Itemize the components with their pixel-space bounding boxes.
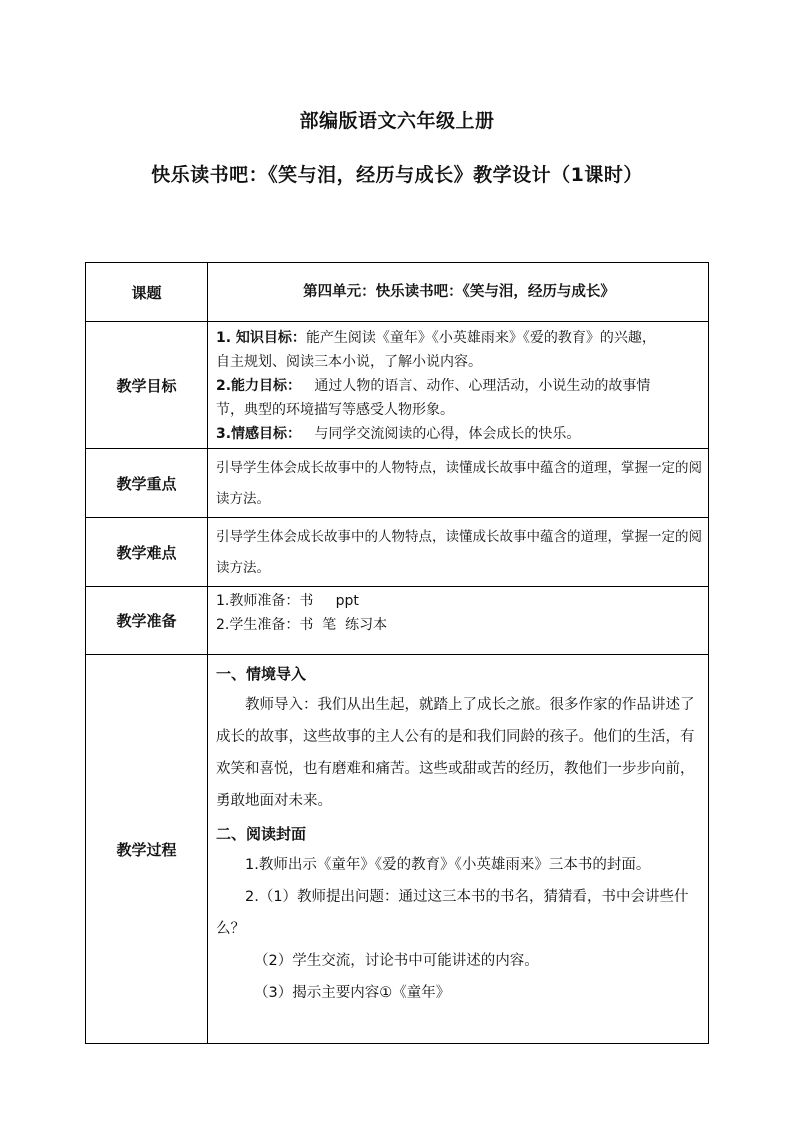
key-points-content	[208, 449, 709, 518]
table-row-process	[86, 655, 709, 1044]
goal-emotion-head: 3.情感目标：	[216, 426, 302, 442]
difficulties-text: 引导学生体会成长故事中的人物特点，读懂成长故事中蕴含的道理，掌握一定的阅读方法。	[216, 529, 702, 576]
key-points-text: 引导学生体会成长故事中的人物特点，读懂成长故事中蕴含的道理，掌握一定的阅读方法。	[216, 460, 702, 507]
teacher-preparation: 1.教师准备：书 ppt	[216, 593, 359, 609]
table-row-difficulties	[86, 518, 709, 587]
table-row-preparation	[86, 587, 709, 655]
section-heading-intro: 一、情境导入	[216, 665, 307, 683]
student-preparation: 2.学生准备：书 笔 练习本	[216, 617, 388, 633]
topic-label: 课题	[86, 263, 208, 322]
process-content	[208, 655, 709, 1044]
goal-ability-cont: 节，典型的环境描写等感受人物形象。	[216, 402, 454, 418]
step-student-discussion: （2）学生交流，讨论书中可能讲述的内容。	[254, 953, 539, 969]
goal-emotion-text: 与同学交流阅读的心得，体会成长的快乐。	[301, 426, 581, 442]
document-subtitle: 快乐读书吧：《笑与泪，经历与成长》教学设计（1课时）	[151, 164, 643, 186]
topic-value: 第四单元：快乐读书吧：《笑与泪，经历与成长》	[208, 263, 709, 322]
key-points-label: 教学重点	[86, 449, 208, 518]
goal-ability	[216, 374, 702, 398]
table-row-topic	[86, 263, 709, 322]
goal-knowledge	[216, 326, 702, 350]
step-ask-question: 2.（1）教师提出问题：通过这三本书的书名，猜猜看，书中会讲些什么？	[216, 889, 689, 937]
goal-ability-text: 通过人物的语言、动作、心理活动，小说生动的故事情	[301, 378, 651, 394]
lesson-plan-table	[85, 262, 709, 1044]
intro-paragraph: 教师导入：我们从出生起，就踏上了成长之旅。很多作家的作品讲述了成长的故事，这些故事的主人公有的是和我们同龄的孩子。他们的生活，有欢笑和喜悦，也有磨难和痛苦。这些或甜或苦的经历，教他们一步步向前，勇敢地面对未来。	[216, 697, 695, 809]
section-heading-covers: 二、阅读封面	[216, 825, 307, 843]
goals-content	[208, 322, 709, 449]
process-label: 教学过程	[86, 655, 208, 1044]
table-row-key-points	[86, 449, 709, 518]
goal-ability-head: 2.能力目标：	[216, 378, 302, 394]
difficulties-label: 教学难点	[86, 518, 208, 587]
step-reveal-content: （3）揭示主要内容①《童年》	[254, 985, 451, 1001]
difficulties-content	[208, 518, 709, 587]
goal-knowledge-head: 1. 知识目标：	[216, 330, 306, 346]
preparation-label: 教学准备	[86, 587, 208, 655]
table-row-goals	[86, 322, 709, 449]
goal-knowledge-text: 能产生阅读《童年》《小英雄雨来》《爱的教育》的兴趣，	[305, 330, 656, 346]
document-title: 部编版语文六年级上册	[299, 110, 495, 132]
goal-knowledge-cont: 自主规划、阅读三本小说，了解小说内容。	[216, 354, 482, 370]
goal-emotion	[216, 422, 702, 446]
step-show-covers: 1.教师出示《童年》《爱的教育》《小英雄雨来》三本书的封面。	[245, 857, 651, 873]
preparation-content	[208, 587, 709, 655]
goals-label: 教学目标	[86, 322, 208, 449]
